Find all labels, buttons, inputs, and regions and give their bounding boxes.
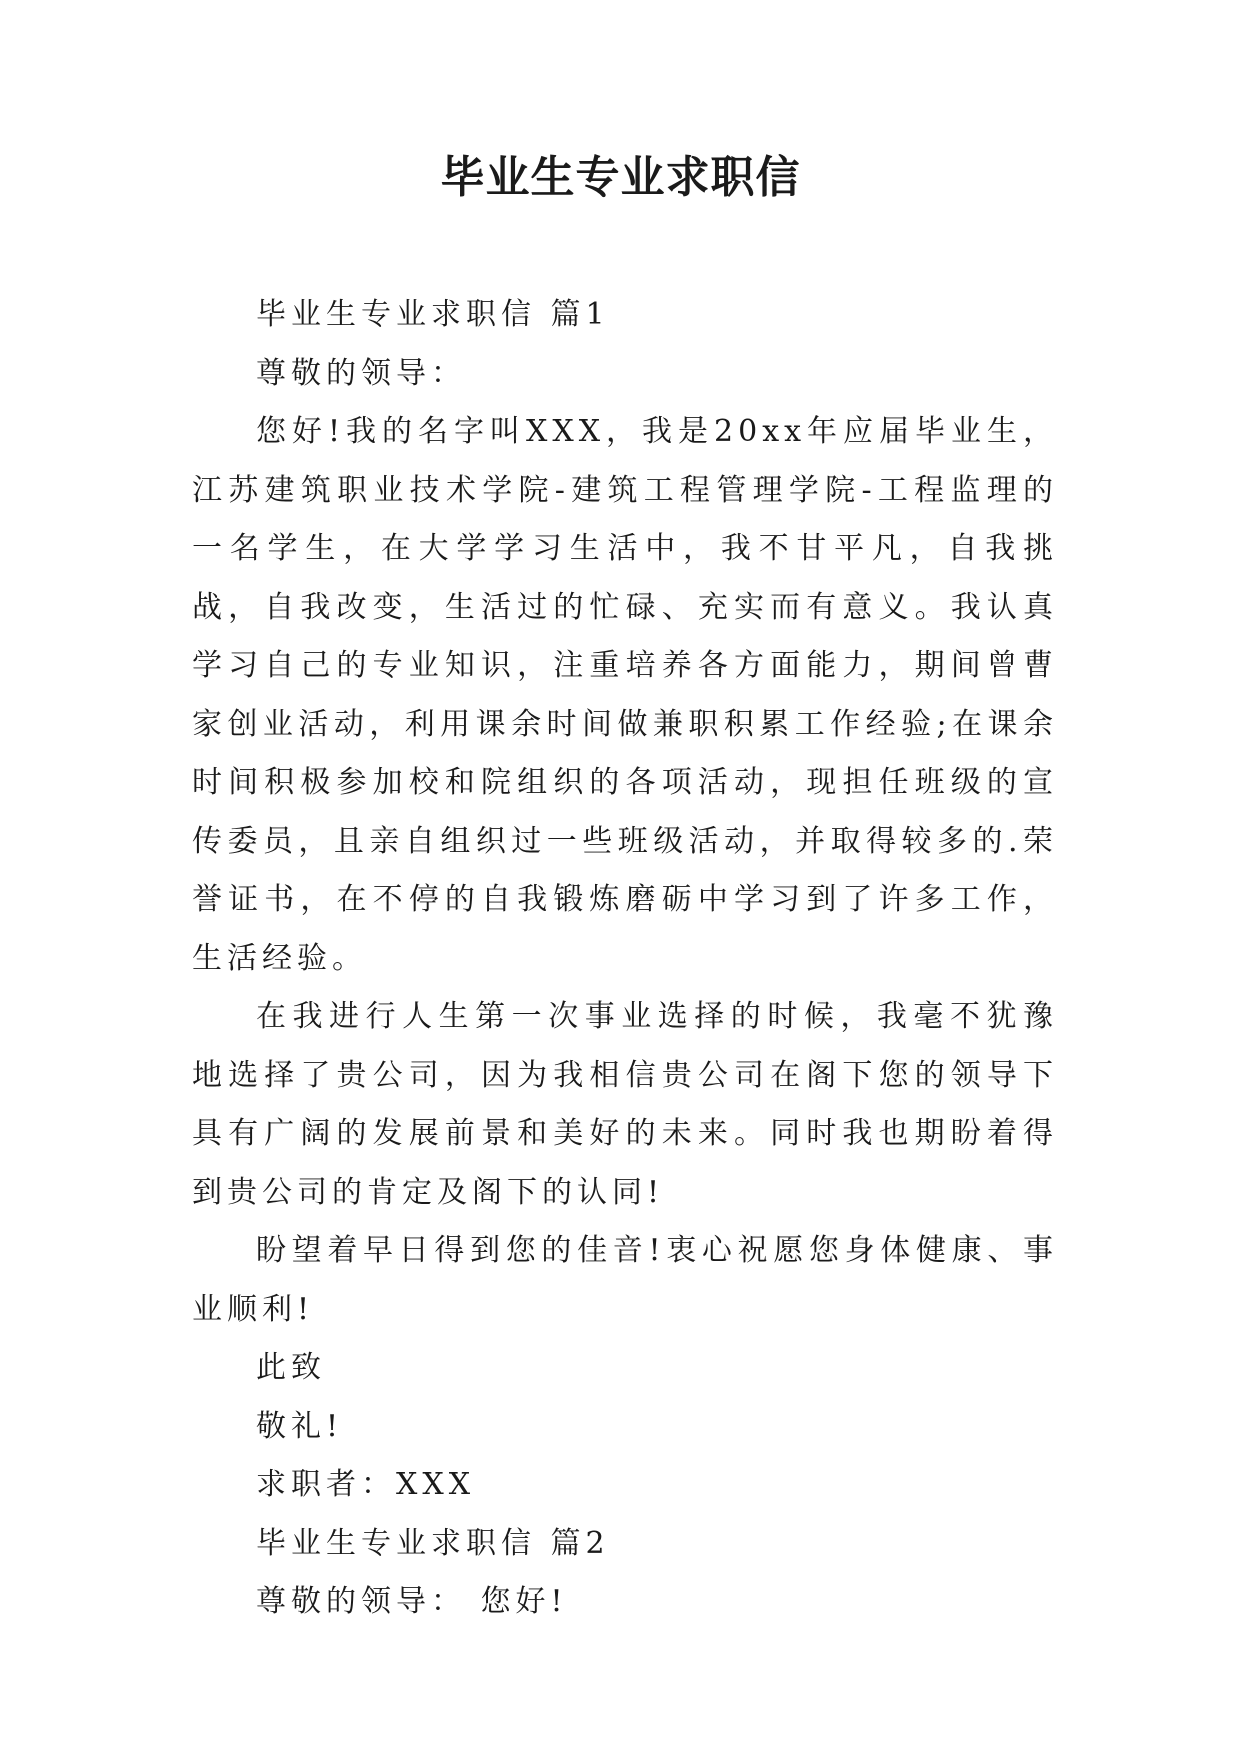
- closing-regards: 敬礼!: [256, 1408, 344, 1444]
- body-paragraph: 在我进行人生第一次事业选择的时候，我毫不犹豫地选择了贵公司，因为我相信贵公司在阁下您的领导下具有广阔的发展前景和美好的未来。同时我也期盼着得到贵公司的肯定及阁下的认同!: [192, 999, 1058, 1210]
- body-paragraph: 盼望着早日得到您的佳音!衷心祝愿您身体健康、事业顺利!: [192, 1233, 1058, 1327]
- signature-line: 求职者：XXX: [256, 1467, 476, 1502]
- document-title: 毕业生专业求职信: [440, 152, 801, 203]
- section-heading: 毕业生专业求职信 篇1: [256, 297, 610, 332]
- section-heading: 毕业生专业求职信 篇2: [256, 1525, 610, 1561]
- closing-line: 此致: [256, 1350, 326, 1385]
- document-body: [192, 286, 1058, 1632]
- salutation: 尊敬的领导：: [256, 355, 466, 391]
- salutation: 尊敬的领导： 您好!: [256, 1584, 568, 1619]
- body-paragraph: 您好!我的名字叫XXX，我是20xx年应届毕业生，江苏建筑职业技术学院-建筑工程管理学院-工程监理的一名学生，在大学学习生活中，我不甘平凡，自我挑战，自我改变，生活过的忙碌、充实而有意义。我认真学习自己的专业知识，注重培养各方面能力，期间曾曹家创业活动，利用课余时间做兼职积累工作经验;在课余时间积极参加校和院组织的各项活动，现担任班级的宣传委员，且亲自组织过一些班级活动，并取得较多的.荣誉证书，在不停的自我锻炼磨砺中学习到了许多工作，生活经验。: [192, 414, 1058, 976]
